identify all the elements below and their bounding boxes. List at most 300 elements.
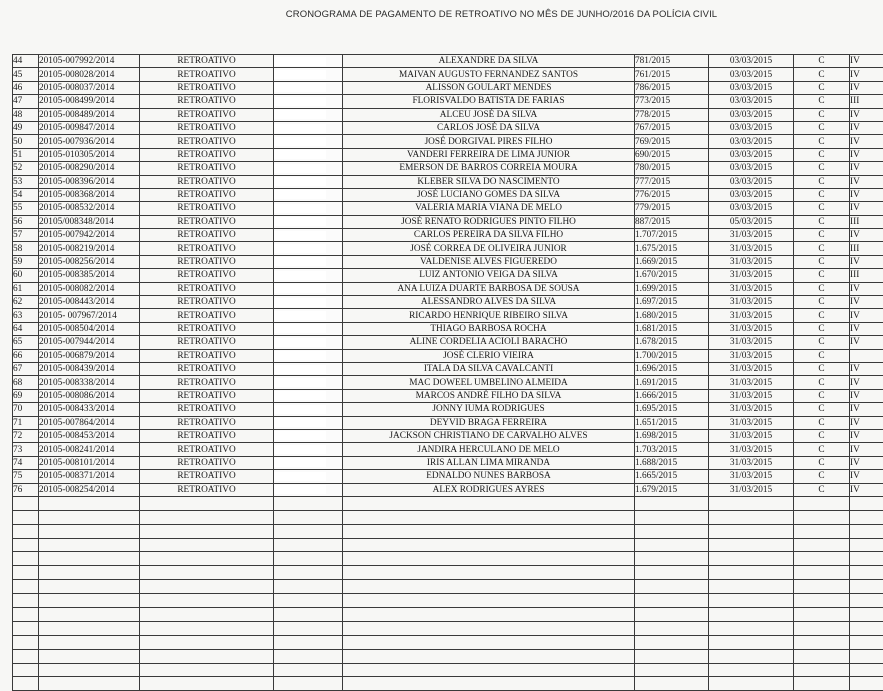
redaction-mark [274, 150, 326, 159]
blank-table-row [13, 663, 883, 677]
blank-cell [635, 538, 709, 552]
blank-cell [709, 580, 794, 594]
table-row [13, 162, 883, 175]
process-number-cell: 20105-009847/2014 [39, 121, 140, 134]
date-cell: 31/03/2015 [709, 336, 794, 349]
redaction-mark [274, 83, 326, 92]
blank-cell [274, 510, 343, 524]
payment-type-cell: RETROATIVO [140, 483, 274, 496]
class-cell: C [794, 376, 850, 389]
portaria-cell: 778/2015 [635, 108, 709, 121]
blank-cell [13, 510, 39, 524]
level-cell: IV [850, 175, 883, 188]
redaction-mark [274, 190, 326, 199]
table-row [13, 121, 883, 134]
process-number-cell: 20105-008453/2014 [39, 429, 140, 442]
blank-cell [850, 594, 883, 608]
employee-name-cell: ALEXANDRE DA SILVA [343, 55, 635, 68]
blank-cell [635, 663, 709, 677]
portaria-cell: 1.678/2015 [635, 336, 709, 349]
blank-table-row [13, 524, 883, 538]
table-row [13, 296, 883, 309]
redaction-mark [274, 365, 326, 374]
class-cell: C [794, 322, 850, 335]
blank-cell [274, 663, 343, 677]
table-row [13, 269, 883, 282]
blank-cell [274, 552, 343, 566]
portaria-cell: 1.680/2015 [635, 309, 709, 322]
blank-cell [635, 608, 709, 622]
redacted-cell [274, 429, 343, 442]
portaria-cell: 1.695/2015 [635, 403, 709, 416]
process-number-cell: 20105- 007967/2014 [39, 309, 140, 322]
redacted-cell [274, 55, 343, 68]
blank-cell [794, 635, 850, 649]
level-cell: IV [850, 135, 883, 148]
table-row [13, 55, 883, 68]
employee-name-cell: JOSÉ CORREA DE OLIVEIRA JUNIOR [343, 242, 635, 255]
blank-cell [140, 649, 274, 663]
redacted-cell [274, 135, 343, 148]
table-row [13, 416, 883, 429]
redacted-cell [274, 255, 343, 268]
row-number-cell: 47 [13, 95, 39, 108]
redacted-cell [274, 282, 343, 295]
row-number-cell: 71 [13, 416, 39, 429]
process-number-cell: 20105-008504/2014 [39, 322, 140, 335]
payment-type-cell: RETROATIVO [140, 282, 274, 295]
blank-cell [635, 594, 709, 608]
row-number-cell: 76 [13, 483, 39, 496]
blank-cell [274, 538, 343, 552]
row-number-cell: 66 [13, 349, 39, 362]
blank-cell [39, 677, 140, 691]
portaria-cell: 780/2015 [635, 162, 709, 175]
blank-cell [140, 635, 274, 649]
redacted-cell [274, 148, 343, 161]
redacted-cell [274, 296, 343, 309]
employee-name-cell: JOSÉ LUCIANO GOMES DA SILVA [343, 188, 635, 201]
class-cell: C [794, 429, 850, 442]
blank-cell [13, 594, 39, 608]
blank-cell [709, 524, 794, 538]
redacted-cell [274, 242, 343, 255]
portaria-cell: 1.688/2015 [635, 456, 709, 469]
blank-cell [39, 635, 140, 649]
date-cell: 31/03/2015 [709, 322, 794, 335]
payment-type-cell: RETROATIVO [140, 202, 274, 215]
table-row [13, 470, 883, 483]
redaction-mark [274, 418, 326, 427]
table-row [13, 429, 883, 442]
row-number-cell: 67 [13, 362, 39, 375]
level-cell: IV [850, 229, 883, 242]
date-cell: 31/03/2015 [709, 376, 794, 389]
date-cell: 31/03/2015 [709, 296, 794, 309]
process-number-cell: 20105/008348/2014 [39, 215, 140, 228]
process-number-cell: 20105-008371/2014 [39, 470, 140, 483]
portaria-cell: 1.700/2015 [635, 349, 709, 362]
row-number-cell: 63 [13, 309, 39, 322]
date-cell: 31/03/2015 [709, 443, 794, 456]
employee-name-cell: VALERIA MARIA VIANA DE MELO [343, 202, 635, 215]
redaction-mark [274, 485, 326, 494]
employee-name-cell: EMERSON DE BARROS CORREIA MOURA [343, 162, 635, 175]
portaria-cell: 1.669/2015 [635, 255, 709, 268]
row-number-cell: 61 [13, 282, 39, 295]
blank-cell [343, 621, 635, 635]
class-cell: C [794, 336, 850, 349]
redacted-cell [274, 376, 343, 389]
employee-name-cell: CARLOS PEREIRA DA SILVA FILHO [343, 229, 635, 242]
blank-cell [794, 677, 850, 691]
level-cell: IV [850, 322, 883, 335]
blank-cell [140, 580, 274, 594]
payment-type-cell: RETROATIVO [140, 229, 274, 242]
redaction-mark [274, 244, 326, 253]
level-cell: IV [850, 296, 883, 309]
blank-table-row [13, 621, 883, 635]
payment-type-cell: RETROATIVO [140, 389, 274, 402]
blank-cell [635, 510, 709, 524]
table-row [13, 255, 883, 268]
blank-cell [343, 552, 635, 566]
table-row [13, 349, 883, 362]
redacted-cell [274, 416, 343, 429]
blank-cell [794, 566, 850, 580]
redacted-cell [274, 95, 343, 108]
row-number-cell: 54 [13, 188, 39, 201]
redacted-cell [274, 108, 343, 121]
redaction-mark [274, 378, 326, 387]
class-cell: C [794, 202, 850, 215]
level-cell: IV [850, 483, 883, 496]
class-cell: C [794, 282, 850, 295]
date-cell: 31/03/2015 [709, 282, 794, 295]
blank-cell [709, 677, 794, 691]
date-cell: 31/03/2015 [709, 389, 794, 402]
redacted-cell [274, 336, 343, 349]
table-row [13, 282, 883, 295]
level-cell: IV [850, 429, 883, 442]
row-number-cell: 72 [13, 429, 39, 442]
payment-type-cell: RETROATIVO [140, 175, 274, 188]
redaction-mark [274, 311, 326, 320]
portaria-cell: 887/2015 [635, 215, 709, 228]
class-cell: C [794, 215, 850, 228]
blank-cell [39, 524, 140, 538]
row-number-cell: 73 [13, 443, 39, 456]
blank-cell [794, 552, 850, 566]
class-cell: C [794, 389, 850, 402]
table-row [13, 309, 883, 322]
blank-cell [850, 566, 883, 580]
redaction-mark [274, 177, 326, 186]
document-title [0, 9, 883, 20]
payment-type-cell: RETROATIVO [140, 349, 274, 362]
portaria-cell: 1.703/2015 [635, 443, 709, 456]
level-cell: IV [850, 81, 883, 94]
level-cell: IV [850, 68, 883, 81]
blank-table-row [13, 594, 883, 608]
process-number-cell: 20105-008532/2014 [39, 202, 140, 215]
redaction-mark [274, 110, 326, 119]
blank-cell [274, 608, 343, 622]
blank-cell [343, 677, 635, 691]
table-body [13, 55, 883, 691]
payment-type-cell: RETROATIVO [140, 269, 274, 282]
document-title-text: CRONOGRAMA DE PAGAMENTO DE RETROATIVO NO MÊS DE JUNHO/2016 DA POLÍCIA CIVIL [286, 9, 717, 20]
level-cell: IV [850, 121, 883, 134]
blank-cell [343, 538, 635, 552]
blank-cell [794, 649, 850, 663]
class-cell: C [794, 483, 850, 496]
process-number-cell: 20105-008385/2014 [39, 269, 140, 282]
employee-name-cell: ALCEU JOSÉ DA SILVA [343, 108, 635, 121]
process-number-cell: 20105-006879/2014 [39, 349, 140, 362]
class-cell: C [794, 349, 850, 362]
blank-cell [13, 621, 39, 635]
process-number-cell: 20105-008037/2014 [39, 81, 140, 94]
level-cell: IV [850, 443, 883, 456]
employee-name-cell: MAC DOWEEL UMBELINO ALMEIDA [343, 376, 635, 389]
table-row [13, 376, 883, 389]
payment-type-cell: RETROATIVO [140, 470, 274, 483]
level-cell: IV [850, 202, 883, 215]
blank-cell [709, 608, 794, 622]
process-number-cell: 20105-008219/2014 [39, 242, 140, 255]
payment-type-cell: RETROATIVO [140, 443, 274, 456]
blank-cell [794, 510, 850, 524]
blank-cell [794, 580, 850, 594]
process-number-cell: 20105-008338/2014 [39, 376, 140, 389]
blank-cell [709, 510, 794, 524]
date-cell: 31/03/2015 [709, 483, 794, 496]
blank-cell [635, 580, 709, 594]
table-row [13, 242, 883, 255]
table-row [13, 95, 883, 108]
blank-cell [13, 580, 39, 594]
process-number-cell: 20105-007944/2014 [39, 336, 140, 349]
class-cell: C [794, 255, 850, 268]
date-cell: 03/03/2015 [709, 55, 794, 68]
date-cell: 03/03/2015 [709, 95, 794, 108]
blank-cell [794, 524, 850, 538]
table-row [13, 68, 883, 81]
blank-cell [635, 621, 709, 635]
blank-cell [635, 649, 709, 663]
blank-cell [343, 566, 635, 580]
date-cell: 03/03/2015 [709, 68, 794, 81]
redacted-cell [274, 68, 343, 81]
row-number-cell: 65 [13, 336, 39, 349]
employee-name-cell: JONNY IUMA RODRIGUES [343, 403, 635, 416]
portaria-cell: 1.681/2015 [635, 322, 709, 335]
blank-cell [635, 566, 709, 580]
blank-cell [343, 524, 635, 538]
table-row [13, 443, 883, 456]
employee-name-cell: VANDERI FERREIRA DE LIMA JUNIOR [343, 148, 635, 161]
process-number-cell: 20105-008254/2014 [39, 483, 140, 496]
row-number-cell: 52 [13, 162, 39, 175]
blank-cell [39, 594, 140, 608]
redaction-mark [274, 124, 326, 133]
table-row [13, 148, 883, 161]
redaction-mark [274, 472, 326, 481]
payment-type-cell: RETROATIVO [140, 429, 274, 442]
payment-type-cell: RETROATIVO [140, 296, 274, 309]
payment-type-cell: RETROATIVO [140, 362, 274, 375]
level-cell [850, 349, 883, 362]
employee-name-cell: MARCOS ANDRÉ FILHO DA SILVA [343, 389, 635, 402]
blank-cell [140, 538, 274, 552]
process-number-cell: 20105-008396/2014 [39, 175, 140, 188]
redacted-cell [274, 162, 343, 175]
blank-table-row [13, 538, 883, 552]
employee-name-cell: ALESSANDRO ALVES DA SILVA [343, 296, 635, 309]
payment-type-cell: RETROATIVO [140, 95, 274, 108]
blank-cell [635, 677, 709, 691]
portaria-cell: 1.699/2015 [635, 282, 709, 295]
portaria-cell: 761/2015 [635, 68, 709, 81]
payment-type-cell: RETROATIVO [140, 416, 274, 429]
table-row [13, 175, 883, 188]
class-cell: C [794, 309, 850, 322]
redacted-cell [274, 470, 343, 483]
process-number-cell: 20105-008082/2014 [39, 282, 140, 295]
blank-cell [140, 566, 274, 580]
table-row [13, 229, 883, 242]
redaction-mark [274, 271, 326, 280]
blank-table-row [13, 608, 883, 622]
table-row [13, 215, 883, 228]
blank-table-row [13, 566, 883, 580]
blank-cell [343, 594, 635, 608]
payment-type-cell: RETROATIVO [140, 403, 274, 416]
blank-cell [140, 621, 274, 635]
table-row [13, 108, 883, 121]
redaction-mark [274, 445, 326, 454]
employee-name-cell: JOSÉ RENATO RODRIGUES PINTO FILHO [343, 215, 635, 228]
payment-type-cell: RETROATIVO [140, 215, 274, 228]
payment-type-cell: RETROATIVO [140, 188, 274, 201]
class-cell: C [794, 148, 850, 161]
portaria-cell: 1.696/2015 [635, 362, 709, 375]
row-number-cell: 53 [13, 175, 39, 188]
class-cell: C [794, 296, 850, 309]
row-number-cell: 45 [13, 68, 39, 81]
payment-type-cell: RETROATIVO [140, 135, 274, 148]
process-number-cell: 20105-008433/2014 [39, 403, 140, 416]
blank-cell [13, 538, 39, 552]
date-cell: 31/03/2015 [709, 269, 794, 282]
redacted-cell [274, 362, 343, 375]
redaction-mark [274, 204, 326, 213]
process-number-cell: 20105-007936/2014 [39, 135, 140, 148]
portaria-cell: 690/2015 [635, 148, 709, 161]
portaria-cell: 1.651/2015 [635, 416, 709, 429]
portaria-cell: 773/2015 [635, 95, 709, 108]
row-number-cell: 59 [13, 255, 39, 268]
payment-type-cell: RETROATIVO [140, 242, 274, 255]
payment-type-cell: RETROATIVO [140, 108, 274, 121]
class-cell: C [794, 95, 850, 108]
level-cell: IV [850, 336, 883, 349]
blank-cell [39, 649, 140, 663]
blank-cell [343, 649, 635, 663]
redaction-mark [274, 298, 326, 307]
level-cell: IV [850, 416, 883, 429]
class-cell: C [794, 135, 850, 148]
table-row [13, 135, 883, 148]
blank-cell [140, 524, 274, 538]
table-row [13, 336, 883, 349]
blank-cell [13, 566, 39, 580]
employee-name-cell: LUIZ ANTONIO VEIGA DA SILVA [343, 269, 635, 282]
level-cell: III [850, 269, 883, 282]
process-number-cell: 20105-008443/2014 [39, 296, 140, 309]
payment-type-cell: RETROATIVO [140, 336, 274, 349]
employee-name-cell: KLEBER SILVA DO NASCIMENTO [343, 175, 635, 188]
blank-cell [850, 677, 883, 691]
class-cell: C [794, 242, 850, 255]
employee-name-cell: VALDENISE ALVES FIGUEREDO [343, 255, 635, 268]
blank-table-row [13, 649, 883, 663]
blank-cell [794, 608, 850, 622]
redaction-mark [274, 217, 326, 226]
date-cell: 03/03/2015 [709, 135, 794, 148]
portaria-cell: 767/2015 [635, 121, 709, 134]
blank-cell [635, 552, 709, 566]
class-cell: C [794, 188, 850, 201]
redacted-cell [274, 81, 343, 94]
class-cell: C [794, 55, 850, 68]
date-cell: 31/03/2015 [709, 242, 794, 255]
date-cell: 31/03/2015 [709, 309, 794, 322]
blank-table-row [13, 552, 883, 566]
payment-type-cell: RETROATIVO [140, 81, 274, 94]
blank-cell [850, 649, 883, 663]
redacted-cell [274, 229, 343, 242]
blank-cell [850, 608, 883, 622]
row-number-cell: 74 [13, 456, 39, 469]
row-number-cell: 51 [13, 148, 39, 161]
blank-cell [13, 677, 39, 691]
process-number-cell: 20105-008489/2014 [39, 108, 140, 121]
blank-cell [13, 649, 39, 663]
date-cell: 05/03/2015 [709, 215, 794, 228]
redaction-mark [274, 284, 326, 293]
payment-type-cell: RETROATIVO [140, 309, 274, 322]
portaria-cell: 1.679/2015 [635, 483, 709, 496]
blank-cell [39, 580, 140, 594]
blank-cell [274, 594, 343, 608]
redaction-mark [274, 70, 326, 79]
blank-cell [850, 635, 883, 649]
blank-cell [13, 524, 39, 538]
portaria-cell: 1.666/2015 [635, 389, 709, 402]
table-row [13, 362, 883, 375]
date-cell: 03/03/2015 [709, 108, 794, 121]
employee-name-cell: ALISSON GOULART MENDES [343, 81, 635, 94]
portaria-cell: 1.707/2015 [635, 229, 709, 242]
blank-cell [850, 621, 883, 635]
blank-cell [274, 566, 343, 580]
redaction-mark [274, 351, 326, 360]
level-cell: IV [850, 470, 883, 483]
level-cell: IV [850, 188, 883, 201]
row-number-cell: 58 [13, 242, 39, 255]
